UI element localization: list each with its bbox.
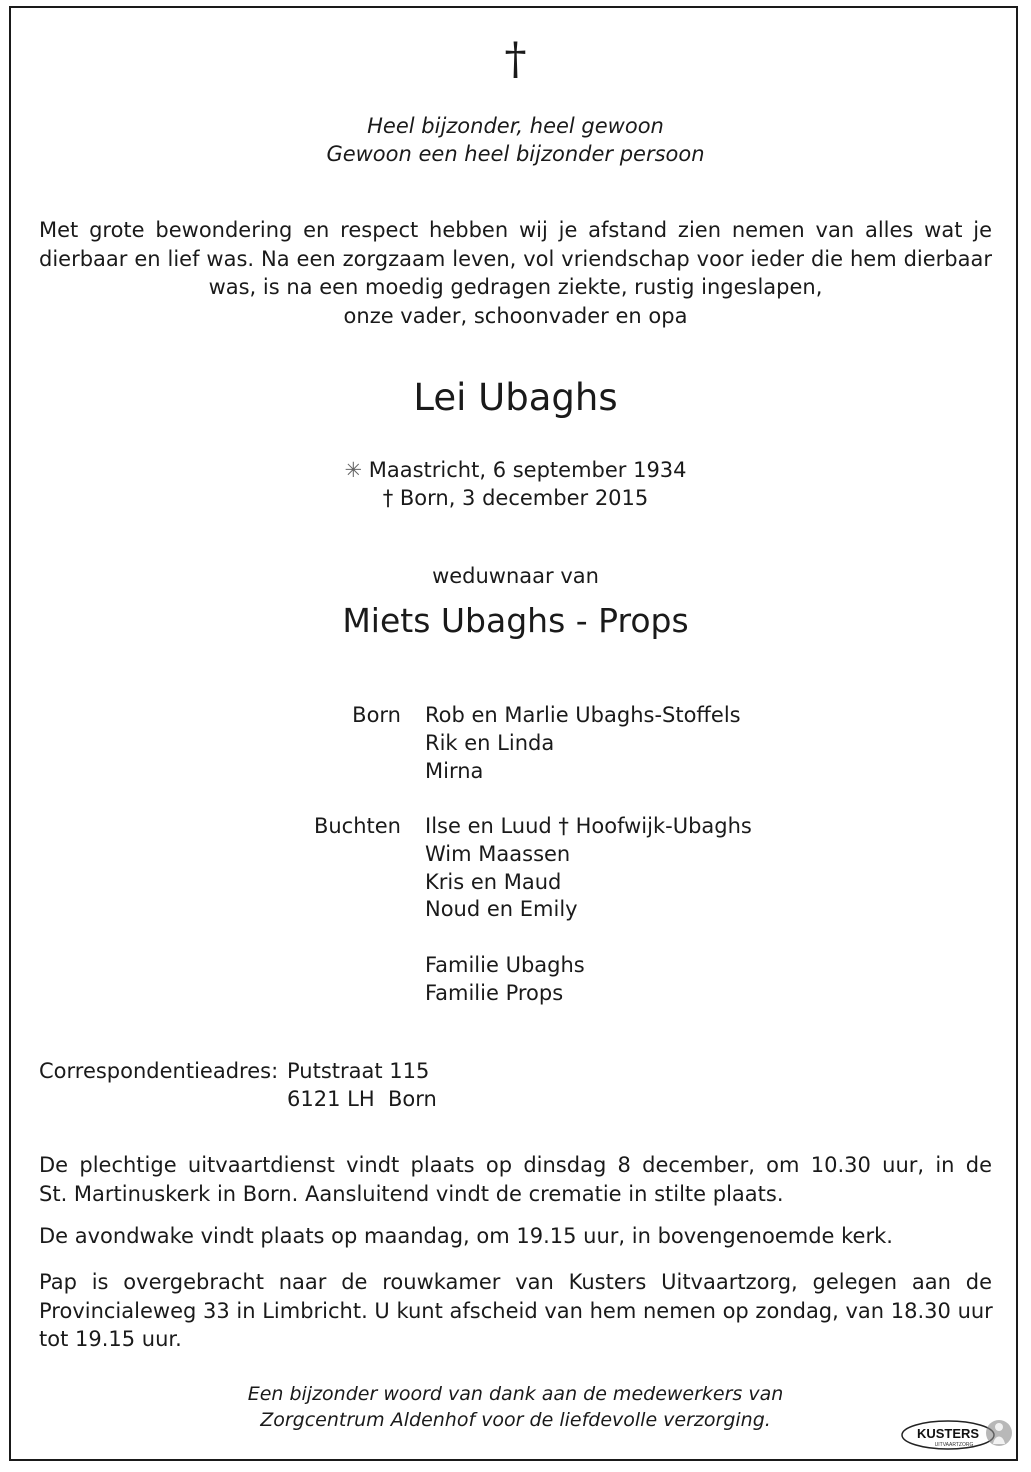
intro-line-4: onze vader, schoonvader en opa [343,303,688,328]
visitation-line-1: Pap is overgebracht naar de rouwkamer van Kusters Uitvaartzorg, gelegen aan de [39,1270,992,1294]
family-member: Familie Ubaghs [425,953,585,977]
family-member: Mirna [425,758,484,783]
correspondence-city: 6121 LH Born [287,1087,437,1111]
birth-star-icon: ✳ [344,458,363,482]
family-member: Familie Props [425,980,564,1005]
cross-icon: † [504,34,527,85]
vigil-paragraph: De avondwake vindt plaats op maandag, om 19.15 uur, in bovengenoemde kerk. [39,1224,893,1248]
thanks-line-2: Zorgcentrum Aldenhof voor de liefdevolle verzorging. [260,1409,771,1431]
spouse-name: Miets Ubaghs - Props [342,601,689,640]
family-member: Rob en Marlie Ubaghs-Stoffels [425,703,741,727]
family-member: Kris en Maud [425,869,562,894]
death-date: † Born, 3 december 2015 [382,486,649,510]
relation-label: weduwnaar van [432,564,599,588]
svg-text:UITVAARTZORG: UITVAARTZORG [934,1442,974,1448]
visitation-paragraph [39,1268,992,1354]
motto-line-2: Gewoon een heel bijzonder persoon [326,142,705,166]
intro-line-3: was, is na een moedig gedragen ziekte, rustig ingeslapen, [208,275,823,299]
family-list-buchten [425,813,752,924]
correspondence-street: Putstraat 115 [287,1059,430,1083]
visitation-line-2: Provincialeweg 33 in Limbricht. U kunt afscheid van hem nemen op zondag, van 18.30 uur [39,1298,993,1323]
family-member: Ilse en Luud † Hoofwijk-Ubaghs [425,814,752,838]
family-member: Noud en Emily [425,897,578,922]
intro-line-1: Met grote bewondering en respect hebben wij je afstand zien nemen van alles wat je [39,218,992,242]
family-member: Rik en Linda [425,730,555,755]
deceased-name: Lei Ubaghs [413,376,618,419]
thanks-line-1: Een bijzonder woord van dank aan de medewerkers van [247,1383,784,1405]
birth-line [0,456,1031,484]
family-list-other [425,952,585,1008]
service-line-2: St. Martinuskerk in Born. Aansluitend vindt de crematie in stilte plaats. [39,1181,784,1206]
correspondence-label: Correspondentieadres: [39,1059,279,1083]
birth-date: Maastricht, 6 september 1934 [368,458,687,482]
family-member: Wim Maassen [425,841,571,866]
kusters-logo [898,1416,1016,1454]
service-line-1: De plechtige uitvaartdienst vindt plaats op dinsdag 8 december, om 10.30 uur, in de [39,1153,992,1177]
family-place-born: Born [352,703,401,727]
visitation-line-3: tot 19.15 uur. [39,1327,182,1351]
motto-line-1: Heel bijzonder, heel gewoon [367,114,664,138]
intro-text [39,216,992,330]
family-list-born [425,702,741,785]
service-paragraph [39,1151,992,1208]
family-place-buchten: Buchten [313,814,401,838]
intro-line-2: dierbaar en lief was. Na een zorgzaam leven, vol vriendschap voor ieder die hem dierbaar [39,246,992,271]
svg-text:KUSTERS: KUSTERS [916,1426,980,1441]
